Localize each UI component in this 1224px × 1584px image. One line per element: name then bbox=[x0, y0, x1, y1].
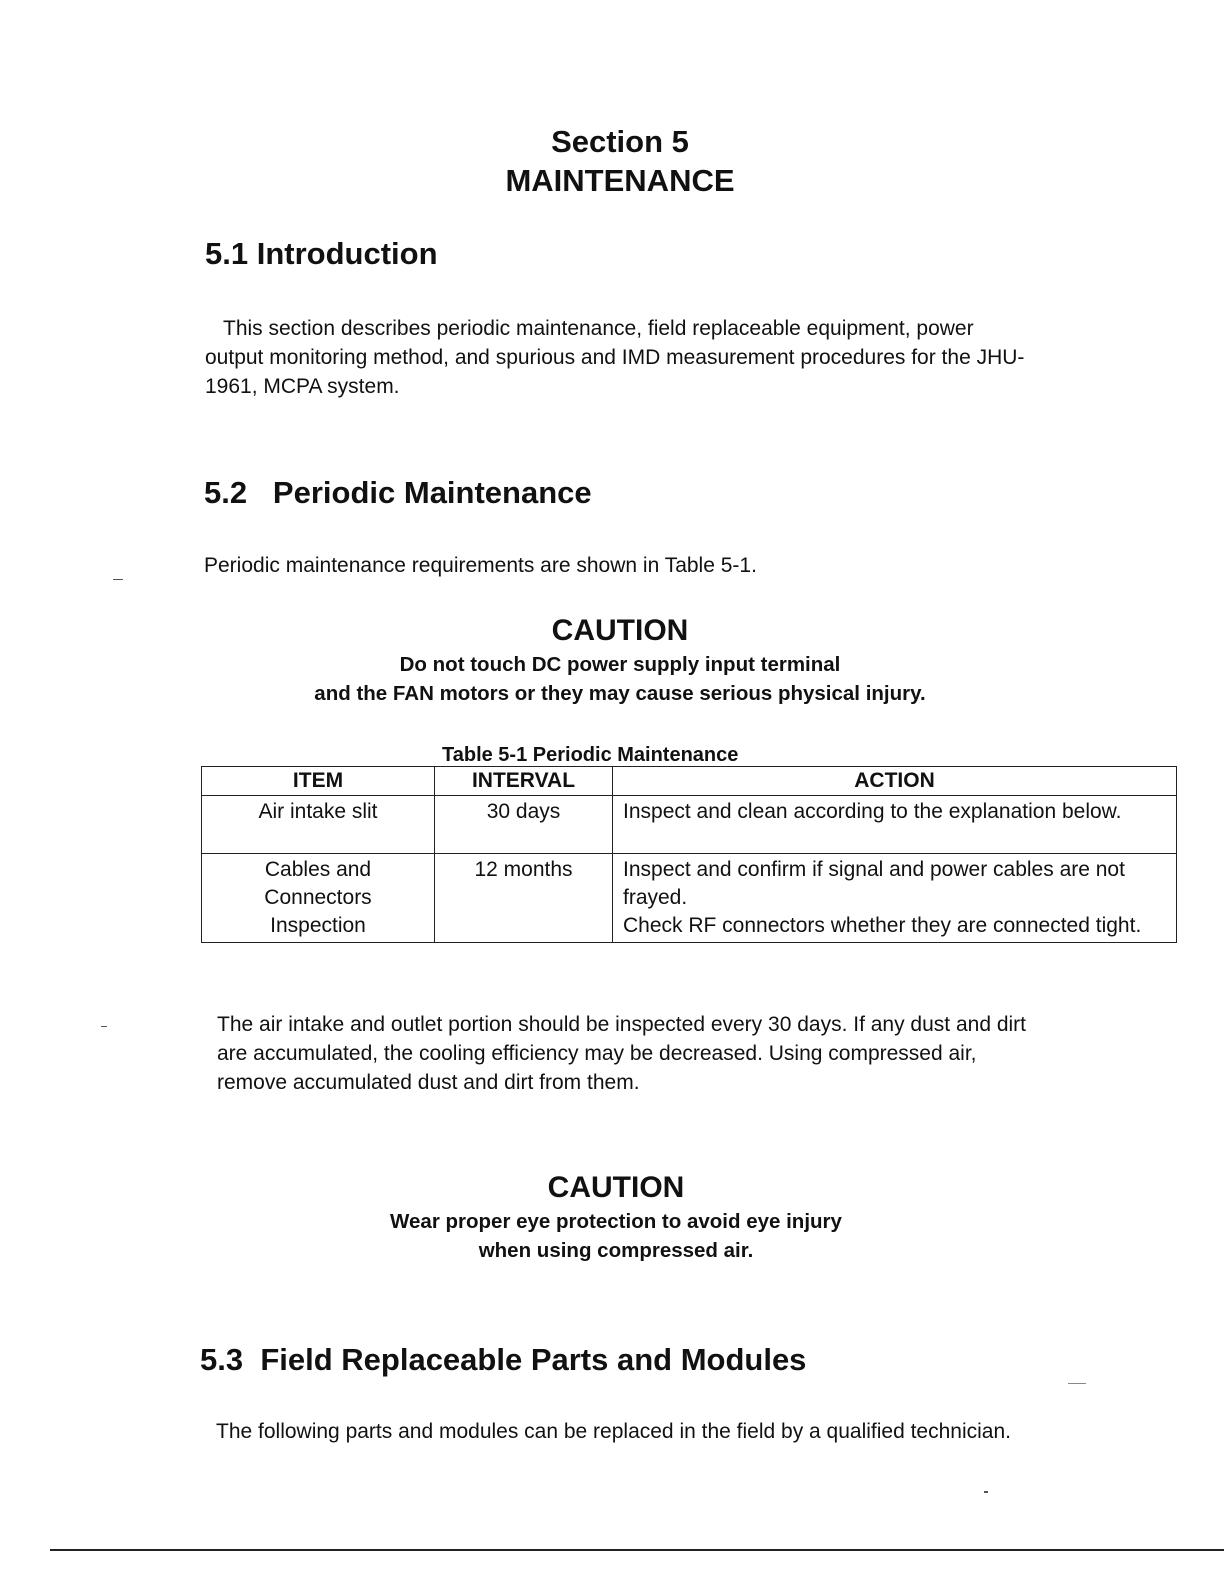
item-text: Inspection bbox=[270, 914, 366, 937]
table-row bbox=[202, 854, 1177, 943]
column-header-item: ITEM bbox=[202, 767, 435, 796]
item-cell bbox=[202, 796, 435, 854]
column-header-action: ACTION bbox=[613, 767, 1177, 796]
caution-line: and the FAN motors or they may cause serious physical injury. bbox=[314, 682, 926, 705]
caution-line: Wear proper eye protection to avoid eye injury bbox=[390, 1210, 842, 1233]
item-cell bbox=[202, 854, 435, 943]
table-header-row bbox=[202, 767, 1177, 796]
scan-mark bbox=[113, 579, 123, 580]
caution-heading: CAUTION bbox=[551, 614, 689, 647]
intro-paragraph: This section describes periodic maintenance, field replaceable equipment, power output monitoring method, and spurious and IMD measurement procedures for the JHU-1961, MCPA system. bbox=[205, 317, 1025, 398]
section-number: Section 5 bbox=[551, 124, 689, 159]
item-text: Connectors bbox=[264, 886, 372, 909]
column-header-interval: INTERVAL bbox=[435, 767, 613, 796]
action-cell bbox=[613, 796, 1177, 854]
caution-heading: CAUTION bbox=[547, 1171, 685, 1204]
heading-5-1: 5.1 Introduction bbox=[205, 236, 438, 271]
item-text: Cables and bbox=[264, 858, 372, 881]
caution-box-power bbox=[0, 614, 1224, 708]
footer-rule bbox=[50, 1549, 1224, 1551]
caution-line: Do not touch DC power supply input terminal bbox=[399, 653, 841, 676]
heading-5-3: 5.3 Field Replaceable Parts and Modules bbox=[200, 1342, 807, 1377]
action-text: Check RF connectors whether they are connected tight. bbox=[623, 914, 1142, 937]
action-cell bbox=[613, 854, 1177, 943]
section-title: MAINTENANCE bbox=[505, 163, 735, 198]
caution-box-eye bbox=[0, 1171, 1224, 1265]
interval-cell: 12 months bbox=[435, 854, 613, 943]
scan-mark bbox=[1068, 1383, 1086, 1384]
caution-line: when using compressed air. bbox=[478, 1239, 754, 1262]
periodic-intro-text: Periodic maintenance requirements are shown in Table 5-1. bbox=[204, 554, 757, 577]
periodic-maintenance-table bbox=[201, 766, 1177, 943]
scan-mark bbox=[984, 1491, 988, 1493]
item-text: Air intake slit bbox=[258, 800, 378, 823]
heading-5-2: 5.2 Periodic Maintenance bbox=[204, 475, 592, 510]
scan-mark bbox=[101, 1026, 107, 1027]
field-replaceable-intro: The following parts and modules can be replaced in the field by a qualified technician. bbox=[216, 1420, 1011, 1443]
table-row bbox=[202, 796, 1177, 854]
action-text: Inspect and confirm if signal and power cables are not frayed. bbox=[623, 858, 1125, 909]
table-caption: Table 5-1 Periodic Maintenance bbox=[442, 744, 739, 766]
air-intake-note: The air intake and outlet portion should be inspected every 30 days. If any dust and dirt are accumulated, the cooling efficiency may be decreased. Using compressed air, remove accumulated dust and dirt from them. bbox=[217, 1013, 1027, 1094]
action-text: Inspect and clean according to the explanation below. bbox=[623, 800, 1122, 823]
interval-cell: 30 days bbox=[435, 796, 613, 854]
